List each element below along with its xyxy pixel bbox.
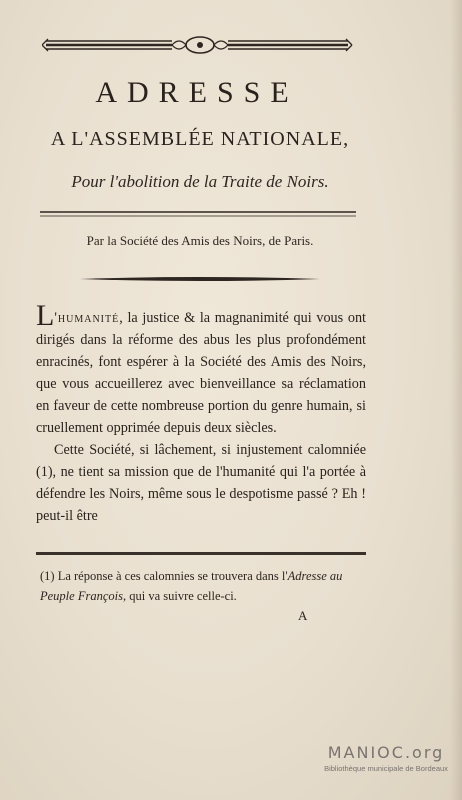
paragraph-1-text: , la justice & la magnanimité qui vous ont dirigés dans la réforme des abus les plus profondément enracinés, font espérer à la Société des Amis des Noirs, que vous accueillerez avec bienveillance sa réclamation en faveur de cette nombreuse portion du genre humain, si cruellement opprimée depuis deux siècles. xyxy=(36,310,366,436)
footnote-rule xyxy=(36,552,366,555)
tapered-rule-divider xyxy=(80,276,320,282)
manioc-watermark xyxy=(316,743,456,773)
paragraph-1 xyxy=(36,299,366,439)
document-purpose: Pour l'abolition de la Traite de Noirs. xyxy=(71,172,329,191)
footnote-italic-title: Adresse au Peuple François xyxy=(40,569,343,603)
signature-mark: A xyxy=(298,608,308,623)
watermark-logo: MANIOC.org xyxy=(327,743,445,762)
footnote-text-before: La réponse à ces calomnies se trouvera dans l' xyxy=(54,569,288,583)
double-rule-divider xyxy=(40,210,356,218)
ornament-header-bar xyxy=(42,34,358,56)
drop-cap: L xyxy=(36,299,55,332)
document-byline: Par la Société des Amis des Noirs, de Paris. xyxy=(86,233,314,248)
body-text xyxy=(36,299,366,527)
document-title: ADRESSE xyxy=(95,76,299,109)
watermark-subtitle: Bibliothèque municipale de Bordeaux xyxy=(324,764,448,773)
footnote xyxy=(40,566,370,606)
document-subtitle: A L'ASSEMBLÉE NATIONALE, xyxy=(50,128,350,150)
opening-smallcaps: 'humanité xyxy=(54,310,120,326)
page-edge-shadow xyxy=(450,0,462,800)
footnote-text-after: , qui va suivre celle-ci. xyxy=(122,589,237,603)
footnote-marker: (1) xyxy=(40,569,55,583)
paragraph-2: Cette Société, si lâchement, si injustement calomniée (1), ne tient sa mission que de l'humanité qui l'a portée à défendre les Noirs, même sous le despotisme passé ? Eh ! peut-il être xyxy=(36,442,366,524)
